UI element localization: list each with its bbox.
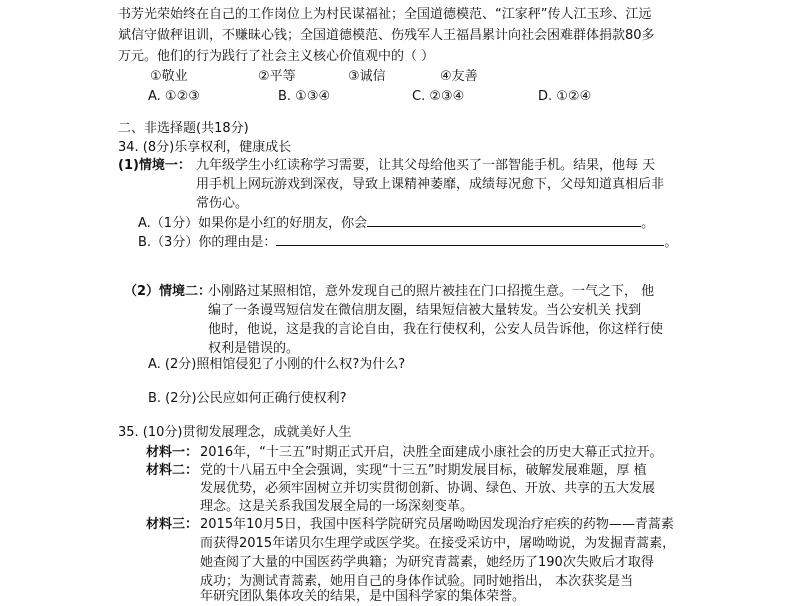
q34-a-end: 。 [641,216,655,231]
q34-scene2-line-1: 小刚路过某照相馆，意外发现自己的照片被挂在门口招揽生意。一气之下， 他 [208,284,655,299]
q34-b-end: 。 [664,235,678,250]
choice-b: B. ①③④ [278,89,331,104]
q34-b-text: B.（3分）你的理由是： [138,235,277,250]
q35-material2-line-1: 党的十八届五中全会强调，实现“十三五”时期发展目标，破解发展难题，厚 植 [200,463,647,478]
q35-title: 35. (10分)贯彻发展理念，成就美好人生 [118,425,352,440]
q34-scene1-line-2: 用手机上网玩游戏到深夜，导致上课精神萎靡，成绩每况愈下，父母知道真相后非 [196,177,665,192]
q34-scene1-line-1: 九年级学生小红读称学习需要，让其父母给他买了一部智能手机。结果，他每 天 [196,158,656,173]
q34-sub-b: B. (2分)公民应如何正确行使权利? [148,391,347,406]
q34-scene2-label: （2）情境二： [124,284,212,299]
choice-d: D. ①②④ [538,89,592,104]
choice-c: C. ②③④ [412,89,465,104]
q35-material3-line-4: 成功；为测试青蒿素，她用自己的身体作试验。同时她指出， 本次获奖是当 [200,574,634,589]
q34-scene1-label: (1)情境一： [118,158,191,173]
q34-scene2-line-2: 编了一条谩骂短信发在微信朋友圈，结果短信被大量转发。当公安机关 找到 [208,303,642,318]
q35-material2-line-2: 发展优势，必须牢固树立并切实贯彻创新、协调、绿色、开放、共享的五大发展 [200,481,656,496]
item-1: ①敬业 [150,69,188,84]
item-2: ②平等 [258,69,296,84]
q35-material2-line-3: 理念。这是关系我国发展全局的一场深刻变革。 [200,499,474,514]
q35-material1-label: 材料一： [146,445,199,460]
q34-a-text: A.（1分）如果你是小红的好朋友，你会 [138,216,368,231]
q34-sub-a: A. (2分)照相馆侵犯了小刚的什么权?为什么? [148,357,406,372]
q34-b-prompt [138,231,677,252]
section-title: 二、非选择题(共18分) [118,121,249,136]
q34-scene2-line-3: 他时，他说，这是我的言论自由，我在行使权利，公安人员告诉他，你这样行使 [208,322,664,337]
q34-a-answer-blank[interactable] [367,212,641,227]
q35-material3-line-5: 年研究团队集体攻关的结果，是中国科学家的集体荣誉。 [200,589,526,604]
q35-material3-line-3: 她查阅了大量的中国医药学典籍；为研究青蒿素，她经历了190次失败后才取得 [200,555,654,570]
intro-line-1: 书芳光荣始终在自己的工作岗位上为村民谋福祉；全国道德模范、“江家秤”传人江玉珍、江远 [118,7,652,22]
q35-material3-line-1: 2015年10月5日，我国中医科学院研究员屠呦呦因发现治疗疟疾的药物——青蒿素 [200,517,674,532]
q35-material3-label: 材料三： [146,517,199,532]
item-3: ③诚信 [348,69,386,84]
q35-material1-line-1: 2016年，“十三五”时期正式开启，决胜全面建成小康社会的历史大幕正式拉开。 [200,445,663,460]
q34-scene1-line-3: 常伤心。 [196,196,249,211]
q35-material3-line-2: 而获得2015年诺贝尔生理学或医学奖。在接受采访中，屠呦呦说，为发掘青蒿素， [200,536,676,551]
item-4: ④友善 [440,69,478,84]
intro-line-3: 万元。他们的行为践行了社会主义核心价值观中的（ ） [118,49,435,64]
q34-b-answer-blank[interactable] [276,231,664,246]
q34-a-prompt [138,212,654,233]
choice-a: A. ①②③ [148,89,200,104]
intro-line-2: 斌信守做秤诅训，不赚昧心钱；全国道德模范、伤残军人王福昌累计向社会困难群体捐款80多 [118,28,655,43]
q34-title: 34. (8分)乐享权利，健康成长 [118,140,292,155]
q35-material2-label: 材料二： [146,463,199,478]
q34-scene2-line-4: 权利是错误的。 [208,341,300,356]
